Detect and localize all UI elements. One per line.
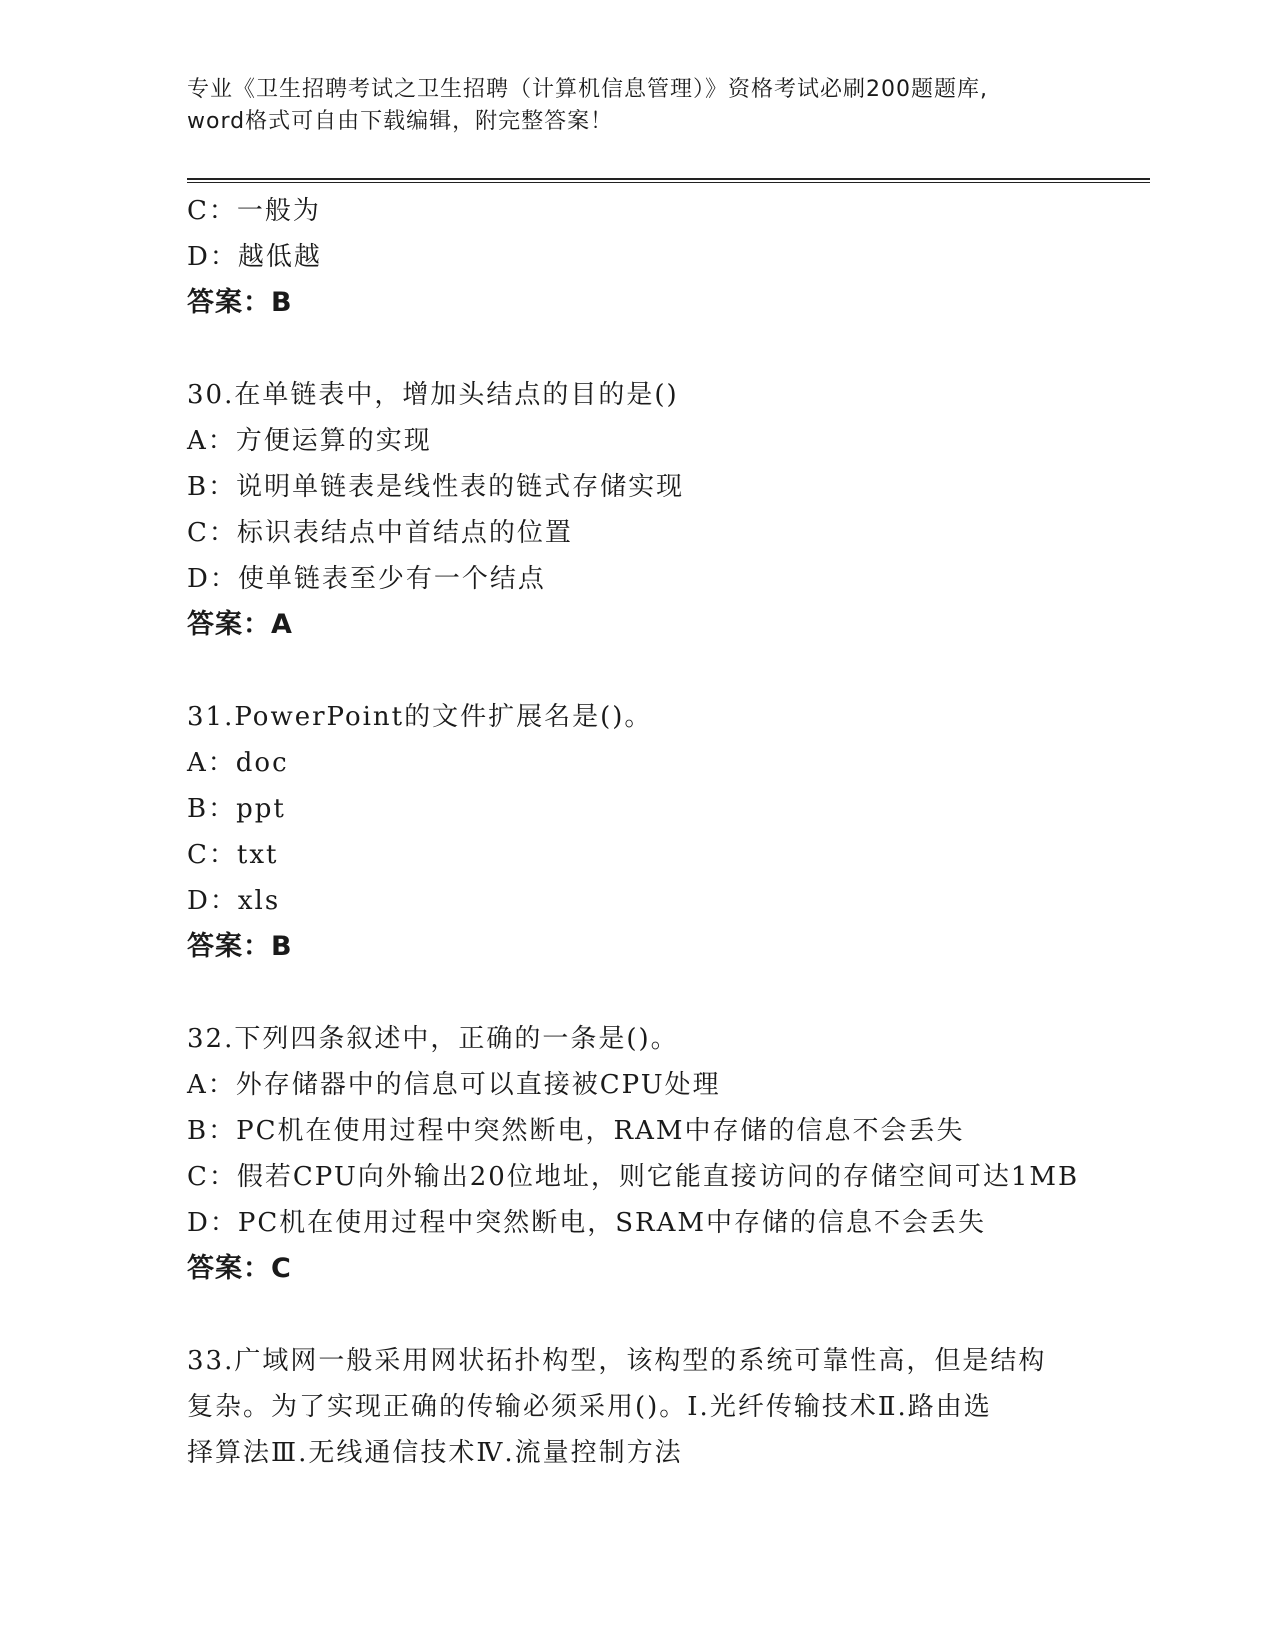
header-divider bbox=[187, 178, 1150, 183]
question-stem: 30.在单链表中，增加头结点的目的是() bbox=[187, 380, 679, 410]
answer-label: 答案：C bbox=[187, 1253, 292, 1284]
question-stem-line-2: 复杂。为了实现正确的传输必须采用()。Ⅰ.光纤传输技术Ⅱ.路由选 bbox=[187, 1392, 992, 1422]
option-a: A：doc bbox=[187, 748, 289, 778]
question-33 bbox=[187, 1338, 1087, 1476]
option-a: A：外存储器中的信息可以直接被CPU处理 bbox=[187, 1070, 721, 1100]
document-header bbox=[187, 74, 1087, 138]
question-32 bbox=[187, 1016, 1087, 1292]
question-list bbox=[187, 188, 1087, 1476]
option-b: B：说明单链表是线性表的链式存储实现 bbox=[187, 472, 685, 502]
question-stem: 32.下列四条叙述中，正确的一条是()。 bbox=[187, 1024, 679, 1054]
option-c: C：txt bbox=[187, 840, 279, 870]
question-stem-line-1: 33.广域网一般采用网状拓扑构型，该构型的系统可靠性高，但是结构 bbox=[187, 1346, 1047, 1376]
option-d: D：使单链表至少有一个结点 bbox=[187, 564, 546, 594]
option-d: D：xls bbox=[187, 886, 281, 916]
answer-label: 答案：B bbox=[187, 931, 293, 962]
question-30 bbox=[187, 372, 1087, 648]
option-c: C：假若CPU向外输出20位地址，则它能直接访问的存储空间可达1MB bbox=[187, 1162, 1080, 1192]
option-d: D：越低越 bbox=[187, 242, 322, 272]
question-31 bbox=[187, 694, 1087, 970]
header-title-line-1: 专业《卫生招聘考试之卫生招聘（计算机信息管理）》资格考试必刷200题题库, bbox=[187, 77, 988, 102]
answer-label: 答案：A bbox=[187, 609, 293, 640]
answer-label: 答案：B bbox=[187, 287, 293, 318]
question-stem: 31.PowerPoint的文件扩展名是()。 bbox=[187, 702, 653, 732]
spacer bbox=[187, 648, 1087, 694]
option-c: C：一般为 bbox=[187, 196, 321, 226]
question-stem-line-3: 择算法Ⅲ.无线通信技术Ⅳ.流量控制方法 bbox=[187, 1438, 683, 1468]
option-a: A：方便运算的实现 bbox=[187, 426, 432, 456]
option-b: B：PC机在使用过程中突然断电，RAM中存储的信息不会丢失 bbox=[187, 1116, 965, 1146]
header-title-line-2: word格式可自由下载编辑，附完整答案！ bbox=[187, 109, 614, 134]
spacer bbox=[187, 970, 1087, 1016]
option-d: D：PC机在使用过程中突然断电，SRAM中存储的信息不会丢失 bbox=[187, 1208, 987, 1238]
spacer bbox=[187, 1292, 1087, 1338]
option-b: B：ppt bbox=[187, 794, 286, 824]
spacer bbox=[187, 326, 1087, 372]
question-29 bbox=[187, 188, 1087, 326]
option-c: C：标识表结点中首结点的位置 bbox=[187, 518, 573, 548]
